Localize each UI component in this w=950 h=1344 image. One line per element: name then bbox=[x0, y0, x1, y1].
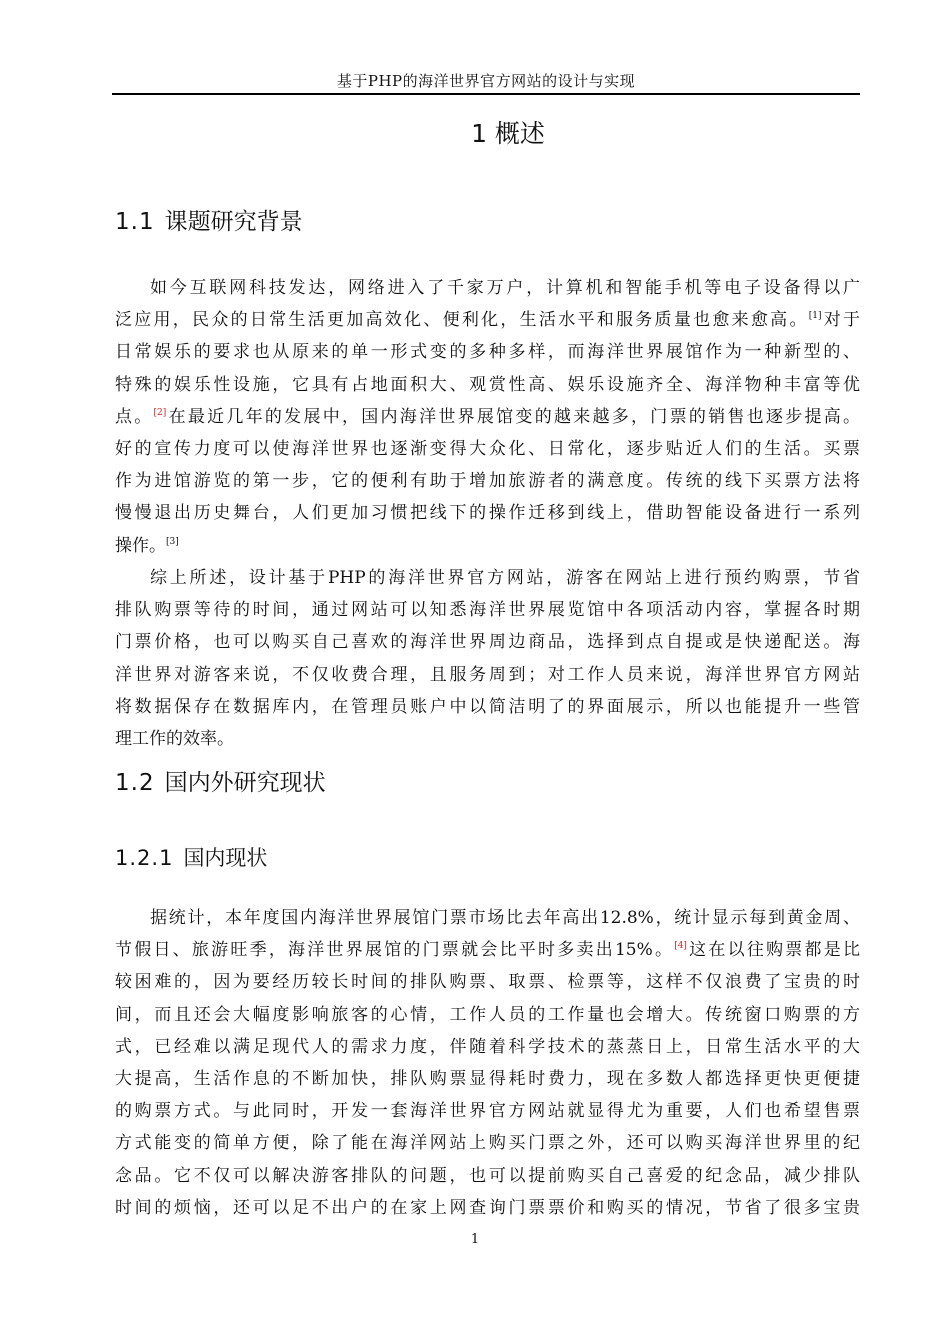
text-line: 综上所述，设计基于PHP的海洋世界官方网站，游客在网站上进行预约购票，节省 bbox=[150, 568, 860, 588]
section-heading-1-1 bbox=[115, 203, 303, 236]
citation-ref: [4] bbox=[674, 941, 687, 952]
text-line: 节假日、旅游旺季，海洋世界展馆的门票就会比平时多卖出15%。[4]这在以往购票都是比 bbox=[115, 940, 860, 961]
paragraph-background-1 bbox=[115, 272, 860, 562]
header-rule bbox=[112, 93, 860, 95]
text-line: 如今互联网科技发达，网络进入了千家万户，计算机和智能手机等电子设备得以广 bbox=[150, 278, 860, 298]
section-title: 国内现状 bbox=[183, 846, 268, 870]
text-line: 方式能变的简单方便，除了能在海洋网站上购买门票之外，还可以购买海洋世界里的纪 bbox=[115, 1133, 860, 1154]
text-line: 式，已经难以满足现代人的需求力度，伴随着科学技术的蒸蒸日上，日常生活水平的大 bbox=[115, 1036, 860, 1057]
text-line: 大提高，生活作息的不断加快，排队购票显得耗时费力，现在多数人都选择更快更便捷 bbox=[115, 1068, 860, 1089]
text-line: 的购票方式。与此同时，开发一套海洋世界官方网站就显得尤为重要，人们也希望售票 bbox=[115, 1101, 860, 1122]
text-line: 将数据保存在数据库内，在管理员账户中以简洁明了的界面展示，所以也能提升一些管 bbox=[115, 696, 860, 717]
citation-ref: [3] bbox=[166, 536, 179, 547]
text-line: 好的宣传力度可以使海洋世界也逐渐变得大众化、日常化，逐步贴近人们的生活。买票 bbox=[115, 438, 860, 459]
running-header: 基于PHP的海洋世界官方网站的设计与实现 bbox=[336, 72, 636, 90]
text-line: 排队购票等待的时间，通过网站可以知悉海洋世界展览馆中各项活动内容，掌握各时期 bbox=[115, 600, 860, 621]
paragraph-background-2 bbox=[115, 562, 860, 755]
text-line: 据统计，本年度国内海洋世界展馆门票市场比去年高出12.8%，统计显示每到黄金周、 bbox=[150, 908, 860, 928]
citation-ref: [1] bbox=[808, 311, 822, 322]
text-line: 泛应用，民众的日常生活更加高效化、便利化，生活水平和服务质量也愈来愈高。[1]对于 bbox=[115, 310, 860, 331]
text-line: 念品。它不仅可以解决游客排队的问题，也可以提前购买自己喜爱的纪念品，减少排队 bbox=[115, 1165, 860, 1186]
section-heading-1-2-1 bbox=[115, 842, 267, 872]
text-line: 点。[2]在最近几年的发展中，国内海洋世界展馆变的越来越多，门票的销售也逐步提高。 bbox=[115, 406, 860, 427]
text-line: 洋世界对游客来说，不仅收费合理，且服务周到；对工作人员来说，海洋世界官方网站 bbox=[115, 664, 860, 685]
paragraph-domestic-status bbox=[115, 902, 860, 1224]
text-line: 间，而且还会大幅度影响旅客的心情，工作人员的工作量也会增大。传统窗口购票的方 bbox=[115, 1004, 860, 1025]
text-line: 慢慢退出历史舞台，人们更加习惯把线下的操作迁移到线上，借助智能设备进行一系列 bbox=[115, 503, 860, 524]
section-title: 国内外研究现状 bbox=[164, 770, 326, 796]
chapter-title: 1 概述 bbox=[471, 119, 545, 148]
text-line: 特殊的娱乐性设施，它具有占地面积大、观赏性高、娱乐设施齐全、海洋物种丰富等优 bbox=[115, 374, 860, 395]
section-number: 1.2.1 bbox=[115, 846, 174, 870]
text-line: 操作。[3] bbox=[115, 535, 179, 556]
citation-ref: [2] bbox=[153, 407, 167, 418]
text-line: 日常娱乐的要求也从原来的单一形式变的多种多样，而海洋世界展馆作为一种新型的、 bbox=[115, 342, 860, 363]
text-line: 时间的烦恼，还可以足不出户的在家上网查询门票票价和购买的情况，节省了很多宝贵 bbox=[115, 1197, 860, 1218]
text-line: 作为进馆游览的第一步，它的便利有助于增加旅游者的满意度。传统的线下买票方法将 bbox=[115, 471, 860, 492]
text-line: 门票价格，也可以购买自己喜欢的海洋世界周边商品，选择到点自提或是快递配送。海 bbox=[115, 632, 860, 653]
page-number: 1 bbox=[470, 1232, 480, 1247]
section-title: 课题研究背景 bbox=[164, 209, 303, 235]
section-heading-1-2 bbox=[115, 764, 326, 797]
section-number: 1.1 bbox=[115, 209, 155, 235]
text-line: 较困难的，因为要经历较长时间的排队购票、取票、检票等，这样不仅浪费了宝贵的时 bbox=[115, 972, 860, 993]
section-number: 1.2 bbox=[115, 770, 155, 796]
text-line: 理工作的效率。 bbox=[115, 728, 234, 749]
